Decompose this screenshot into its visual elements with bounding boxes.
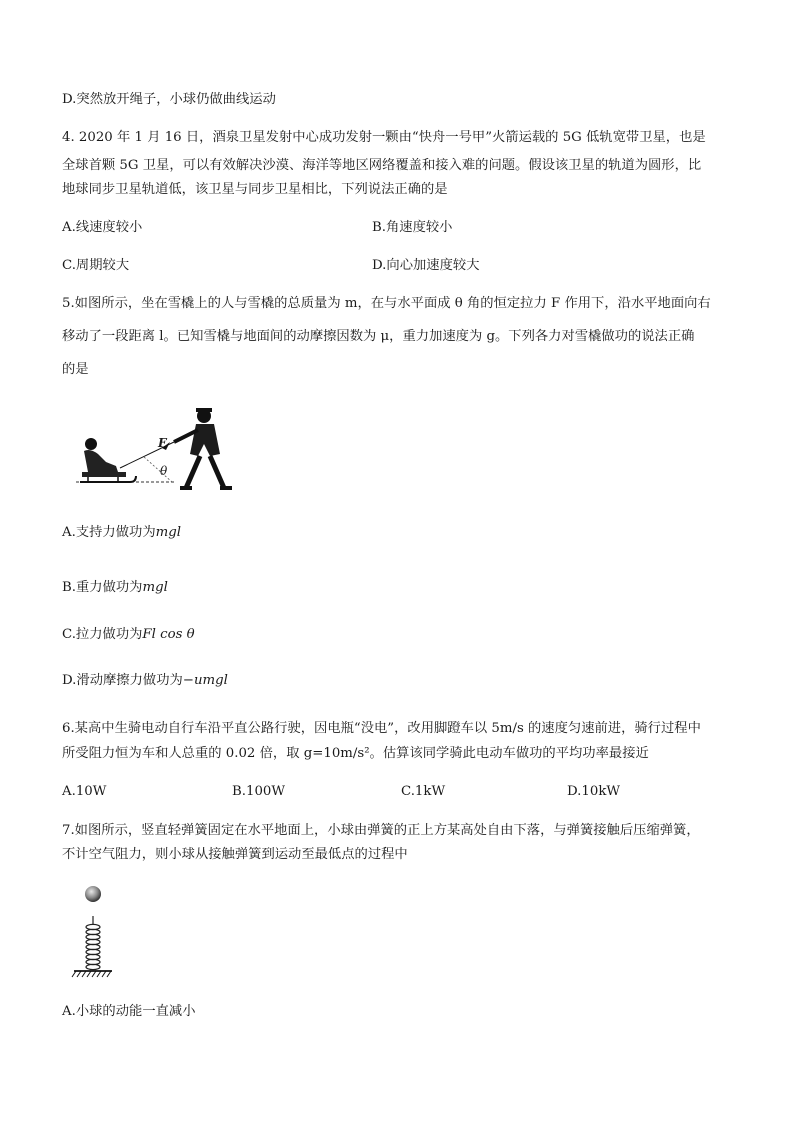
q5-option-a xyxy=(62,524,181,542)
q5-option-d xyxy=(62,672,228,690)
q5-option-a-text: A.支持力做功为 xyxy=(62,525,156,540)
q6-option-d: D.10kW xyxy=(567,784,621,799)
q5-option-c xyxy=(62,626,195,644)
q5-option-b-math: mgl xyxy=(142,580,168,595)
q4-option-d: D.向心加速度较大 xyxy=(372,258,480,273)
q5-option-d-text: D.滑动摩擦力做功为 xyxy=(62,673,183,688)
q4-line-3: 地球同步卫星轨道低，该卫星与同步卫星相比，下列说法正确的是 xyxy=(62,182,448,197)
q7-line-2: 不计空气阻力，则小球从接触弹簧到运动至最低点的过程中 xyxy=(62,847,408,862)
q7-option-a: A.小球的动能一直减小 xyxy=(62,1004,196,1019)
q6-option-a: A.10W xyxy=(62,784,107,799)
q5-option-b xyxy=(62,579,168,597)
q5-option-c-text: C.拉力做功为 xyxy=(62,627,143,642)
q5-option-b-text: B.重力做功为 xyxy=(62,580,143,595)
q5-line-3: 的是 xyxy=(62,362,89,377)
q5-option-a-math: mgl xyxy=(155,525,181,540)
q7-line-1: 7.如图所示，竖直轻弹簧固定在水平地面上，小球由弹簧的正上方某高处自由下落，与弹簧接触后压缩弹簧， xyxy=(62,823,700,838)
line-q3d: D.突然放开绳子，小球仍做曲线运动 xyxy=(62,92,276,107)
q4-option-a: A.线速度较小 xyxy=(62,220,143,235)
q4-line-2: 全球首颗 5G 卫星，可以有效解决沙漠、海洋等地区网络覆盖和接入难的问题。假设该卫星的轨道为圆形，比 xyxy=(62,158,702,173)
q5-line-1: 5.如图所示，坐在雪橇上的人与雪橇的总质量为 m，在与水平面成 θ 角的恒定拉力 F 作用下，沿水平地面向右 xyxy=(62,296,711,311)
sled-figure xyxy=(74,404,239,494)
q4-line-1: 4. 2020 年 1 月 16 日，酒泉卫星发射中心成功发射一颗由“快舟一号甲”火箭运载的 5G 低轨宽带卫星，也是 xyxy=(62,130,706,145)
q6-line-1: 6.某高中生骑电动自行车沿平直公路行驶，因电瓶“没电”，改用脚蹬车以 5m/s 的速度匀速前进，骑行过程中 xyxy=(62,721,701,736)
q5-line-2: 移动了一段距离 l。已知雪橇与地面间的动摩擦因数为 μ，重力加速度为 g。下列各力对雪橇做功的说法正确 xyxy=(62,329,695,344)
q6-option-c: C.1kW xyxy=(401,784,446,799)
q4-option-b: B.角速度较小 xyxy=(372,220,453,235)
figure-label-angle: θ xyxy=(160,464,168,478)
q4-option-c: C.周期较大 xyxy=(62,258,130,273)
spring-figure xyxy=(62,880,142,980)
figure-label-force: F xyxy=(158,436,167,450)
q6-line-2: 所受阻力恒为车和人总重的 0.02 倍，取 g=10m/s²。估算该同学骑此电动车做功的平均功率最接近 xyxy=(62,746,649,761)
q5-option-d-math: −umgl xyxy=(182,673,228,688)
q5-option-c-math: Fl cos θ xyxy=(142,627,195,642)
q6-option-b: B.100W xyxy=(232,784,286,799)
